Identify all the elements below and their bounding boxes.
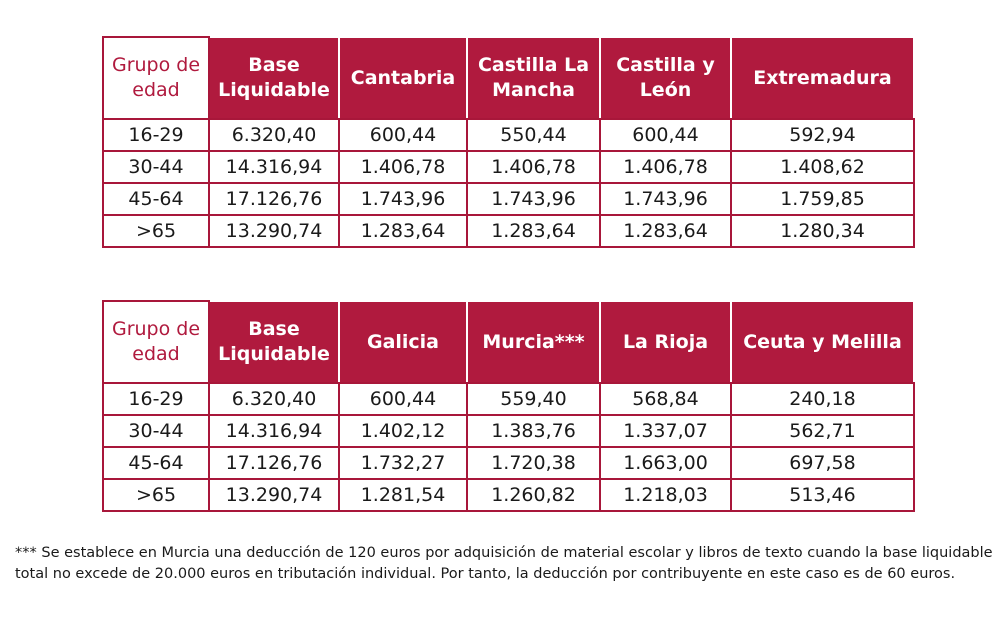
table-cell: 6.320,40 <box>209 383 339 415</box>
header-murcia: Murcia*** <box>467 301 600 383</box>
table-cell: 16-29 <box>103 383 209 415</box>
table-cell: 592,94 <box>731 119 914 151</box>
table-row <box>103 415 914 447</box>
table-cell: 1.281,54 <box>339 479 467 511</box>
table-row <box>103 383 914 415</box>
table-cell: 17.126,76 <box>209 447 339 479</box>
header-base-liquidable: Base Liquidable <box>209 301 339 383</box>
table-cell: 13.290,74 <box>209 215 339 247</box>
table-cell: 30-44 <box>103 415 209 447</box>
deduction-table-1 <box>102 36 915 248</box>
table-cell: 240,18 <box>731 383 914 415</box>
table-cell: 1.283,64 <box>467 215 600 247</box>
table-header-row <box>103 301 914 383</box>
table-cell: 1.663,00 <box>600 447 731 479</box>
table-cell: 600,44 <box>600 119 731 151</box>
table-cell: 600,44 <box>339 119 467 151</box>
table-cell: 550,44 <box>467 119 600 151</box>
table-cell: 6.320,40 <box>209 119 339 151</box>
table-cell: 562,71 <box>731 415 914 447</box>
header-extremadura: Extremadura <box>731 37 914 119</box>
table-cell: 1.337,07 <box>600 415 731 447</box>
table-row <box>103 479 914 511</box>
table-cell: 1.280,34 <box>731 215 914 247</box>
table-cell: 1.218,03 <box>600 479 731 511</box>
table-cell: 1.759,85 <box>731 183 914 215</box>
table-cell: 1.408,62 <box>731 151 914 183</box>
table-cell: 1.743,96 <box>600 183 731 215</box>
table-cell: 1.283,64 <box>600 215 731 247</box>
table-cell: 45-64 <box>103 183 209 215</box>
table-cell: 17.126,76 <box>209 183 339 215</box>
table-cell: 45-64 <box>103 447 209 479</box>
header-ceuta-y-melilla: Ceuta y Melilla <box>731 301 914 383</box>
table-cell: 1.406,78 <box>339 151 467 183</box>
deduction-table-2 <box>102 300 915 512</box>
table-row <box>103 447 914 479</box>
table-cell: 1.283,64 <box>339 215 467 247</box>
table-cell: 568,84 <box>600 383 731 415</box>
header-galicia: Galicia <box>339 301 467 383</box>
table-cell: 1.383,76 <box>467 415 600 447</box>
table-cell: 559,40 <box>467 383 600 415</box>
table-cell: 1.406,78 <box>600 151 731 183</box>
table-cell: >65 <box>103 215 209 247</box>
header-castilla-la-mancha: Castilla La Mancha <box>467 37 600 119</box>
table-cell: 13.290,74 <box>209 479 339 511</box>
table-cell: 697,58 <box>731 447 914 479</box>
header-base-liquidable: Base Liquidable <box>209 37 339 119</box>
table-cell: >65 <box>103 479 209 511</box>
table-cell: 1.732,27 <box>339 447 467 479</box>
table-cell: 1.743,96 <box>339 183 467 215</box>
header-age-group: Grupo de edad <box>103 301 209 383</box>
table-cell: 513,46 <box>731 479 914 511</box>
header-cantabria: Cantabria <box>339 37 467 119</box>
table-cell: 1.260,82 <box>467 479 600 511</box>
table-cell: 1.406,78 <box>467 151 600 183</box>
table-cell: 16-29 <box>103 119 209 151</box>
footnote: *** Se establece en Murcia una deducción de 120 euros por adquisición de material escolar y libros de texto cuando la base liquidable total no excede de 20.000 euros en tributación individual. Por tanto, la deducción por contribuyente en este caso es de 60 euros. <box>15 545 993 582</box>
table-cell: 30-44 <box>103 151 209 183</box>
table-cell: 600,44 <box>339 383 467 415</box>
table-header-row <box>103 37 914 119</box>
table-cell: 1.720,38 <box>467 447 600 479</box>
header-la-rioja: La Rioja <box>600 301 731 383</box>
table-cell: 14.316,94 <box>209 151 339 183</box>
table-row <box>103 151 914 183</box>
table-cell: 14.316,94 <box>209 415 339 447</box>
table-cell: 1.402,12 <box>339 415 467 447</box>
header-castilla-y-leon: Castilla y León <box>600 37 731 119</box>
table-row <box>103 119 914 151</box>
table-row <box>103 215 914 247</box>
table-cell: 1.743,96 <box>467 183 600 215</box>
table-row <box>103 183 914 215</box>
header-age-group: Grupo de edad <box>103 37 209 119</box>
